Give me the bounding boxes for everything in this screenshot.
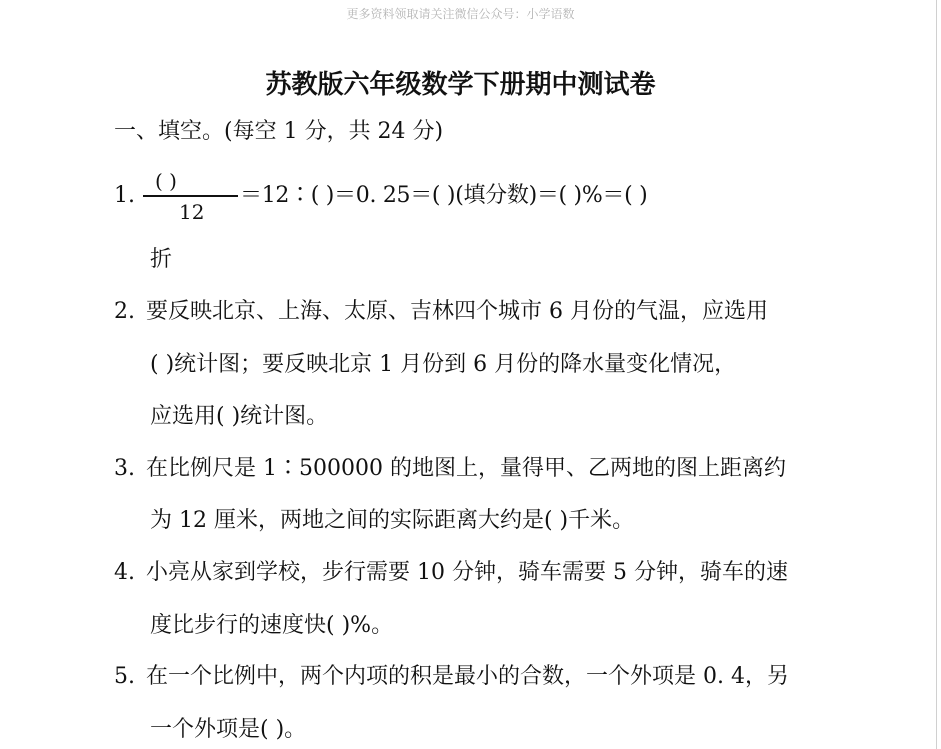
question-3-line-2: 为 12 厘米，两地之间的实际距离大约是( )千米。 <box>150 508 635 533</box>
section-heading: 一、填空。(每空 1 分，共 24 分) <box>114 119 444 144</box>
question-2-line-3: 应选用( )统计图。 <box>150 404 329 429</box>
question-1-text: ＝12∶( )＝0. 25＝( )(填分数)＝( )%＝( ) <box>240 183 648 208</box>
question-4-line-1: 小亮从家到学校，步行需要 10 分钟，骑车需要 5 分钟，骑车的速 <box>146 560 788 585</box>
page-title: 苏教版六年级数学下册期中测试卷 <box>265 70 656 100</box>
page-edge-divider <box>936 0 937 749</box>
fraction-denominator: 12 <box>179 200 205 224</box>
watermark: 更多资料领取请关注微信公众号：小学语数 <box>346 7 575 21</box>
question-2-line-1: 要反映北京、上海、太原、吉林四个城市 6 月份的气温，应选用 <box>146 299 768 324</box>
fraction-bar <box>143 195 238 197</box>
question-5-line-1: 在一个比例中，两个内项的积是最小的合数，一个外项是 0. 4，另 <box>146 664 789 689</box>
question-4-number: 4. <box>114 560 135 585</box>
fraction-numerator: ( ) <box>155 169 177 193</box>
question-3-number: 3. <box>114 456 135 481</box>
question-3-line-1: 在比例尺是 1∶500000 的地图上，量得甲、乙两地的图上距离约 <box>146 456 786 481</box>
question-4-line-2: 度比步行的速度快( )%。 <box>150 613 394 638</box>
question-1-number: 1. <box>114 183 135 208</box>
question-1-continuation: 折 <box>150 247 173 272</box>
question-2-number: 2. <box>114 299 135 324</box>
question-5-line-2: 一个外项是( )。 <box>150 717 307 742</box>
question-5-number: 5. <box>114 664 135 689</box>
question-1-fraction <box>143 170 238 228</box>
question-2-line-2: ( )统计图；要反映北京 1 月份到 6 月份的降水量变化情况， <box>150 352 737 377</box>
